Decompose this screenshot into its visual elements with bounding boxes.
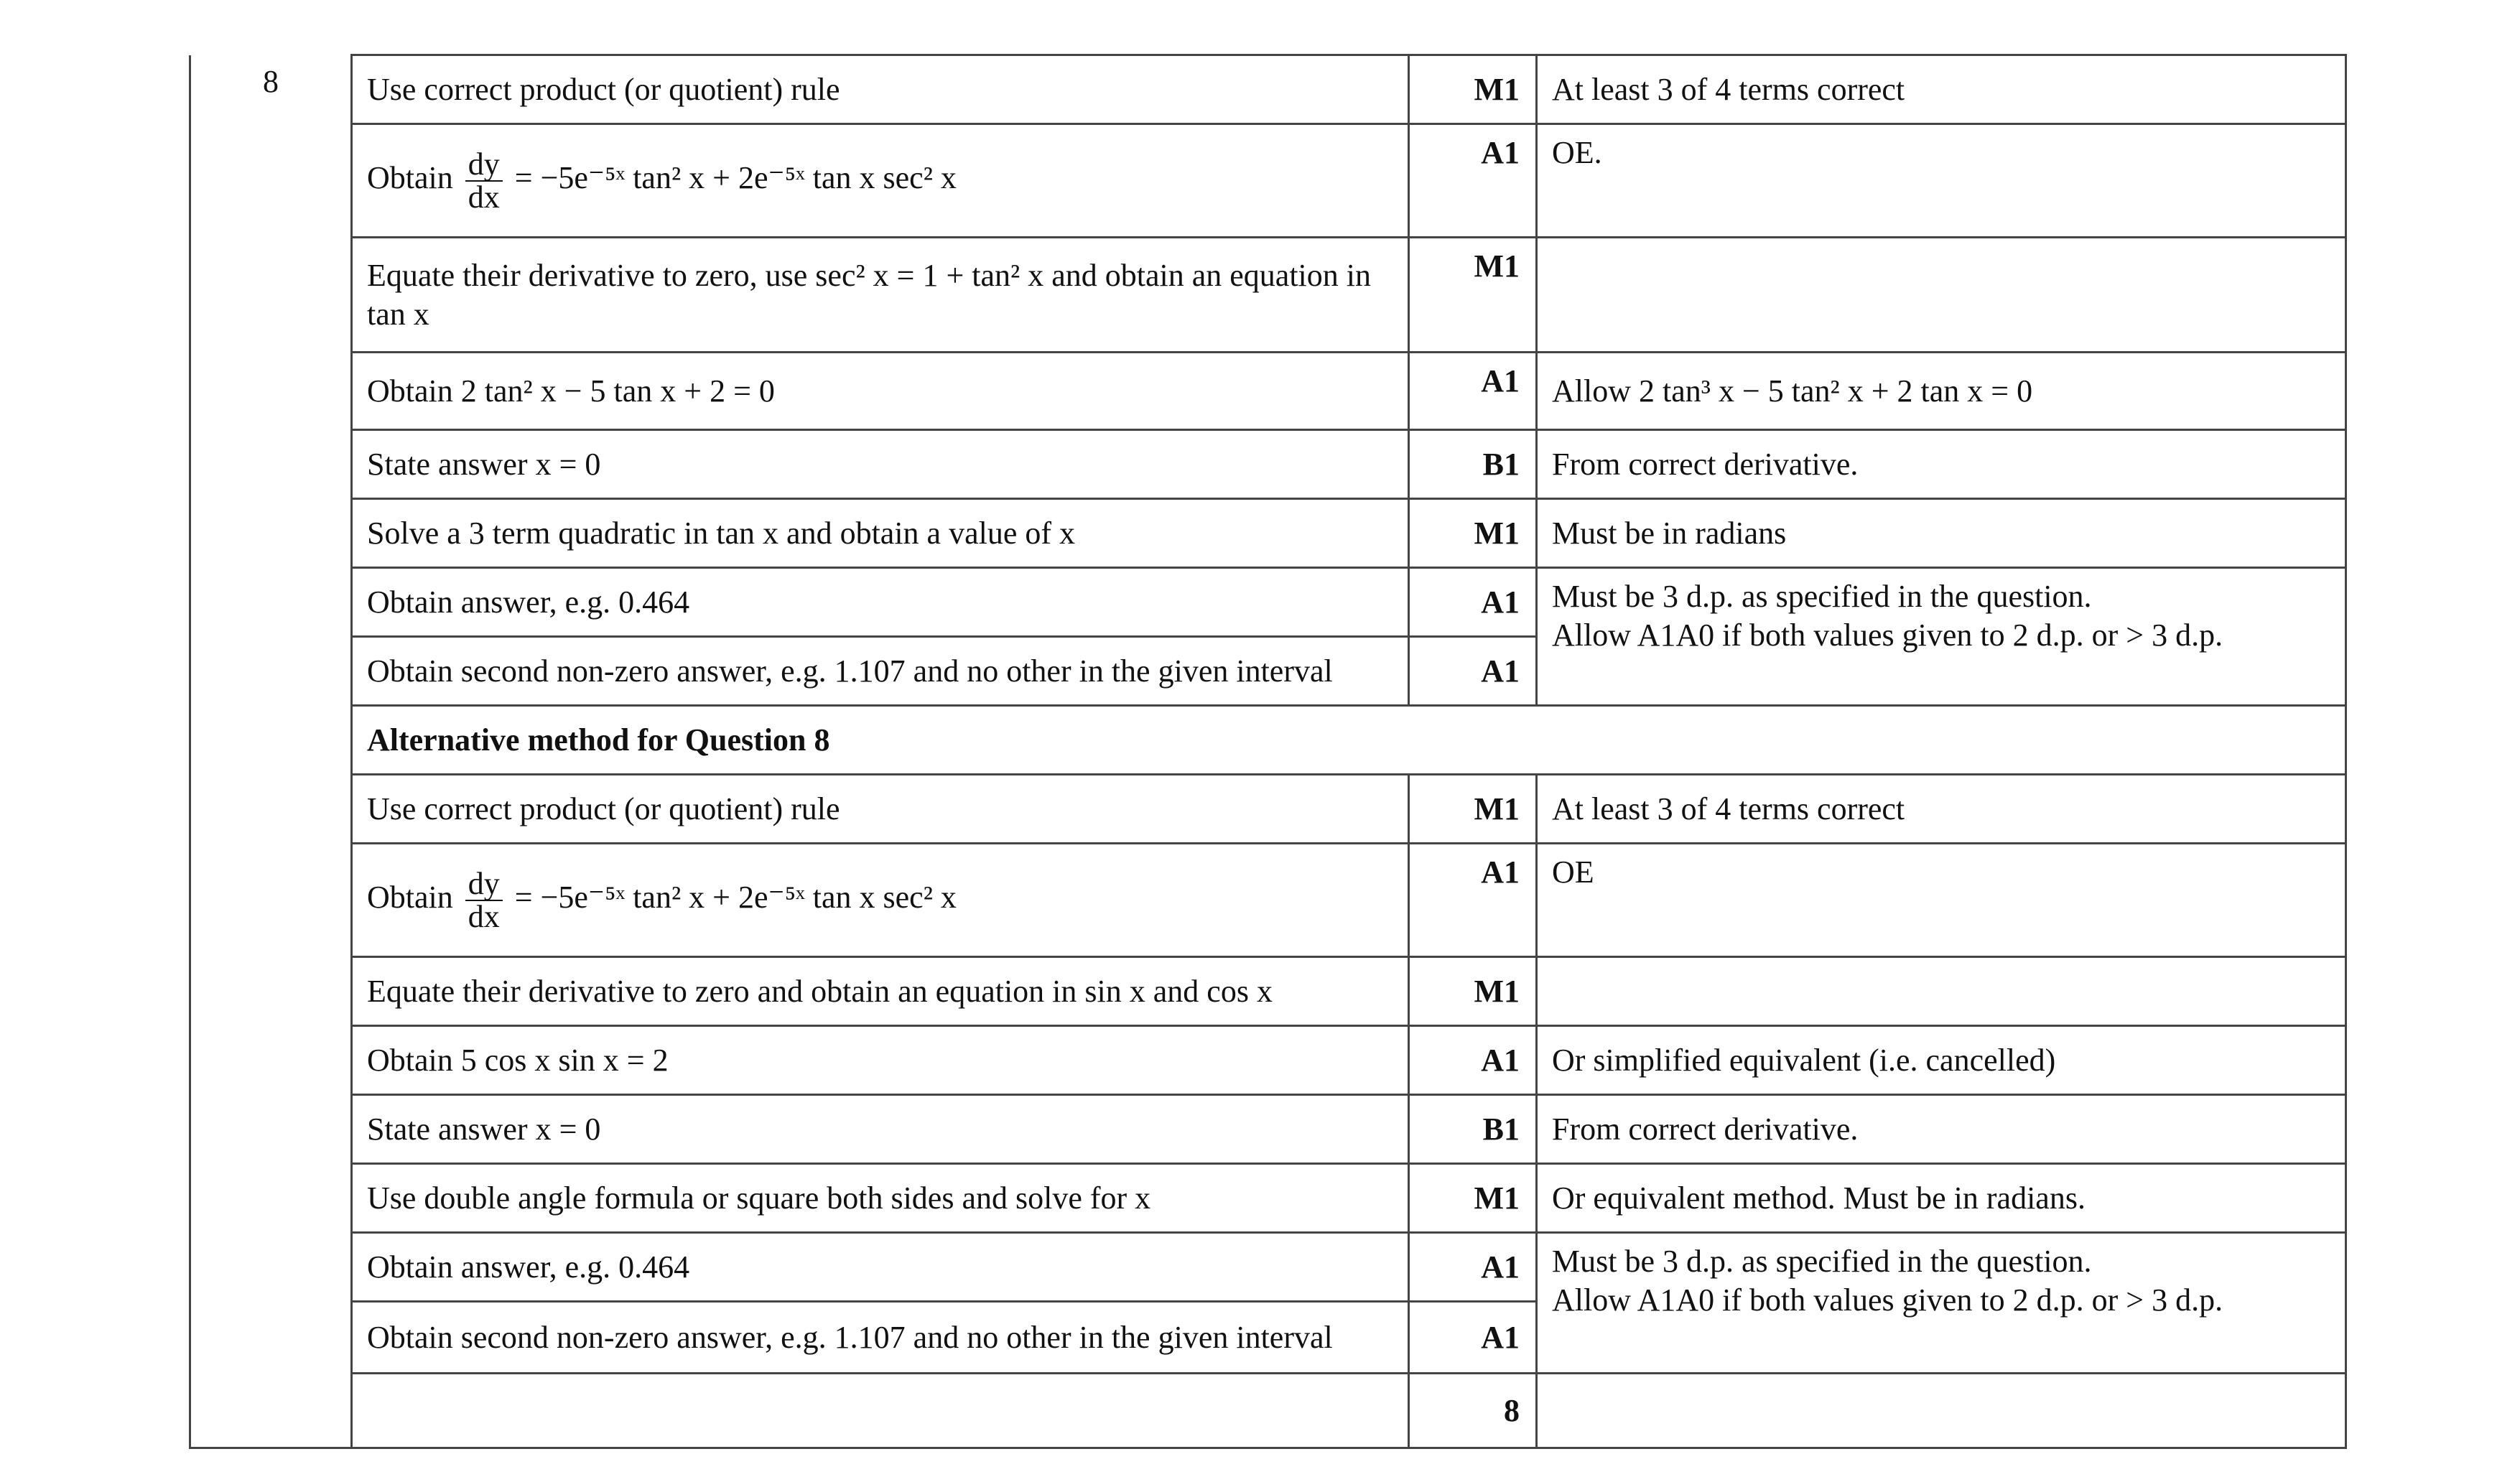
fraction-denominator: dx bbox=[468, 898, 500, 934]
mark-cell: A1 bbox=[1409, 1233, 1537, 1302]
method-cell: Obtain second non-zero answer, e.g. 1.107 and no other in the given interval bbox=[352, 637, 1409, 706]
method-cell: Use correct product (or quotient) rule bbox=[352, 55, 1409, 124]
guidance-cell: From correct derivative. bbox=[1537, 1095, 2346, 1164]
table-row bbox=[190, 499, 2346, 568]
method-cell bbox=[352, 844, 1409, 957]
method-cell: Obtain 2 tan² x − 5 tan x + 2 = 0 bbox=[352, 353, 1409, 430]
method-cell bbox=[352, 124, 1409, 238]
derivative-expression: = −5e⁻⁵ˣ tan² x + 2e⁻⁵ˣ tan x sec² x bbox=[514, 879, 957, 915]
method-cell: Obtain answer, e.g. 0.464 bbox=[352, 568, 1409, 637]
method-cell: Use correct product (or quotient) rule bbox=[352, 775, 1409, 844]
table-row bbox=[190, 1233, 2346, 1302]
guidance-cell: OE. bbox=[1537, 124, 2346, 238]
table-row bbox=[190, 124, 2346, 238]
guidance-cell: Or simplified equivalent (i.e. cancelled) bbox=[1537, 1026, 2346, 1095]
guidance-cell bbox=[1537, 1374, 2346, 1448]
mark-cell: B1 bbox=[1409, 1095, 1537, 1164]
method-cell: Obtain answer, e.g. 0.464 bbox=[352, 1233, 1409, 1302]
mark-cell: M1 bbox=[1409, 1164, 1537, 1233]
table-row bbox=[190, 1095, 2346, 1164]
mark-cell: M1 bbox=[1409, 55, 1537, 124]
method-cell: Use double angle formula or square both sides and solve for x bbox=[352, 1164, 1409, 1233]
method-prefix: Obtain bbox=[367, 879, 453, 915]
mark-cell: A1 bbox=[1409, 844, 1537, 957]
mark-cell: A1 bbox=[1409, 124, 1537, 238]
alternative-method-heading: Alternative method for Question 8 bbox=[352, 706, 2346, 775]
mark-cell: A1 bbox=[1409, 353, 1537, 430]
guidance-line: Allow A1A0 if both values given to 2 d.p. or > 3 d.p. bbox=[1552, 618, 2223, 653]
guidance-cell bbox=[1537, 1233, 2346, 1374]
method-cell: State answer x = 0 bbox=[352, 1095, 1409, 1164]
table-row bbox=[190, 1026, 2346, 1095]
method-cell: Obtain 5 cos x sin x = 2 bbox=[352, 1026, 1409, 1095]
derivative-fraction bbox=[465, 146, 503, 215]
method-cell: Equate their derivative to zero, use sec² x = 1 + tan² x and obtain an equation in tan x bbox=[352, 238, 1409, 353]
method-cell: Obtain second non-zero answer, e.g. 1.107 and no other in the given interval bbox=[352, 1302, 1409, 1374]
mark-cell: A1 bbox=[1409, 568, 1537, 637]
table-row bbox=[190, 1374, 2346, 1448]
table-row bbox=[190, 568, 2346, 637]
mark-cell: M1 bbox=[1409, 499, 1537, 568]
guidance-line: Must be 3 d.p. as specified in the question. bbox=[1552, 579, 2092, 614]
mark-cell: A1 bbox=[1409, 637, 1537, 706]
mark-cell: A1 bbox=[1409, 1026, 1537, 1095]
table-row bbox=[190, 706, 2346, 775]
table-row bbox=[190, 957, 2346, 1026]
derivative-fraction bbox=[465, 865, 503, 934]
guidance-cell: OE bbox=[1537, 844, 2346, 957]
mark-cell: B1 bbox=[1409, 430, 1537, 499]
guidance-cell bbox=[1537, 238, 2346, 353]
table-row bbox=[190, 430, 2346, 499]
mark-cell: M1 bbox=[1409, 775, 1537, 844]
guidance-line: Must be 3 d.p. as specified in the question. bbox=[1552, 1244, 2092, 1279]
fraction-denominator: dx bbox=[468, 179, 500, 215]
mark-cell: A1 bbox=[1409, 1302, 1537, 1374]
question-number: 8 bbox=[190, 55, 352, 1448]
total-mark-cell: 8 bbox=[1409, 1374, 1537, 1448]
table-row bbox=[190, 353, 2346, 430]
guidance-cell: Or equivalent method. Must be in radians. bbox=[1537, 1164, 2346, 1233]
method-cell: State answer x = 0 bbox=[352, 430, 1409, 499]
mark-cell: M1 bbox=[1409, 957, 1537, 1026]
table-row bbox=[190, 844, 2346, 957]
table-row bbox=[190, 1164, 2346, 1233]
fraction-numerator: dy bbox=[465, 149, 503, 182]
table-row bbox=[190, 238, 2346, 353]
method-cell: Solve a 3 term quadratic in tan x and obtain a value of x bbox=[352, 499, 1409, 568]
fraction-numerator: dy bbox=[465, 868, 503, 901]
table-row bbox=[190, 775, 2346, 844]
guidance-cell: Must be in radians bbox=[1537, 499, 2346, 568]
mark-scheme-table bbox=[189, 54, 2347, 1449]
table-row bbox=[190, 55, 2346, 124]
guidance-cell bbox=[1537, 568, 2346, 706]
guidance-cell bbox=[1537, 957, 2346, 1026]
method-cell bbox=[352, 1374, 1409, 1448]
guidance-cell: From correct derivative. bbox=[1537, 430, 2346, 499]
guidance-cell: Allow 2 tan³ x − 5 tan² x + 2 tan x = 0 bbox=[1537, 353, 2346, 430]
guidance-cell: At least 3 of 4 terms correct bbox=[1537, 55, 2346, 124]
derivative-expression: = −5e⁻⁵ˣ tan² x + 2e⁻⁵ˣ tan x sec² x bbox=[514, 159, 957, 195]
method-prefix: Obtain bbox=[367, 159, 453, 195]
guidance-cell: At least 3 of 4 terms correct bbox=[1537, 775, 2346, 844]
guidance-line: Allow A1A0 if both values given to 2 d.p. or > 3 d.p. bbox=[1552, 1282, 2223, 1318]
method-cell: Equate their derivative to zero and obtain an equation in sin x and cos x bbox=[352, 957, 1409, 1026]
mark-cell: M1 bbox=[1409, 238, 1537, 353]
